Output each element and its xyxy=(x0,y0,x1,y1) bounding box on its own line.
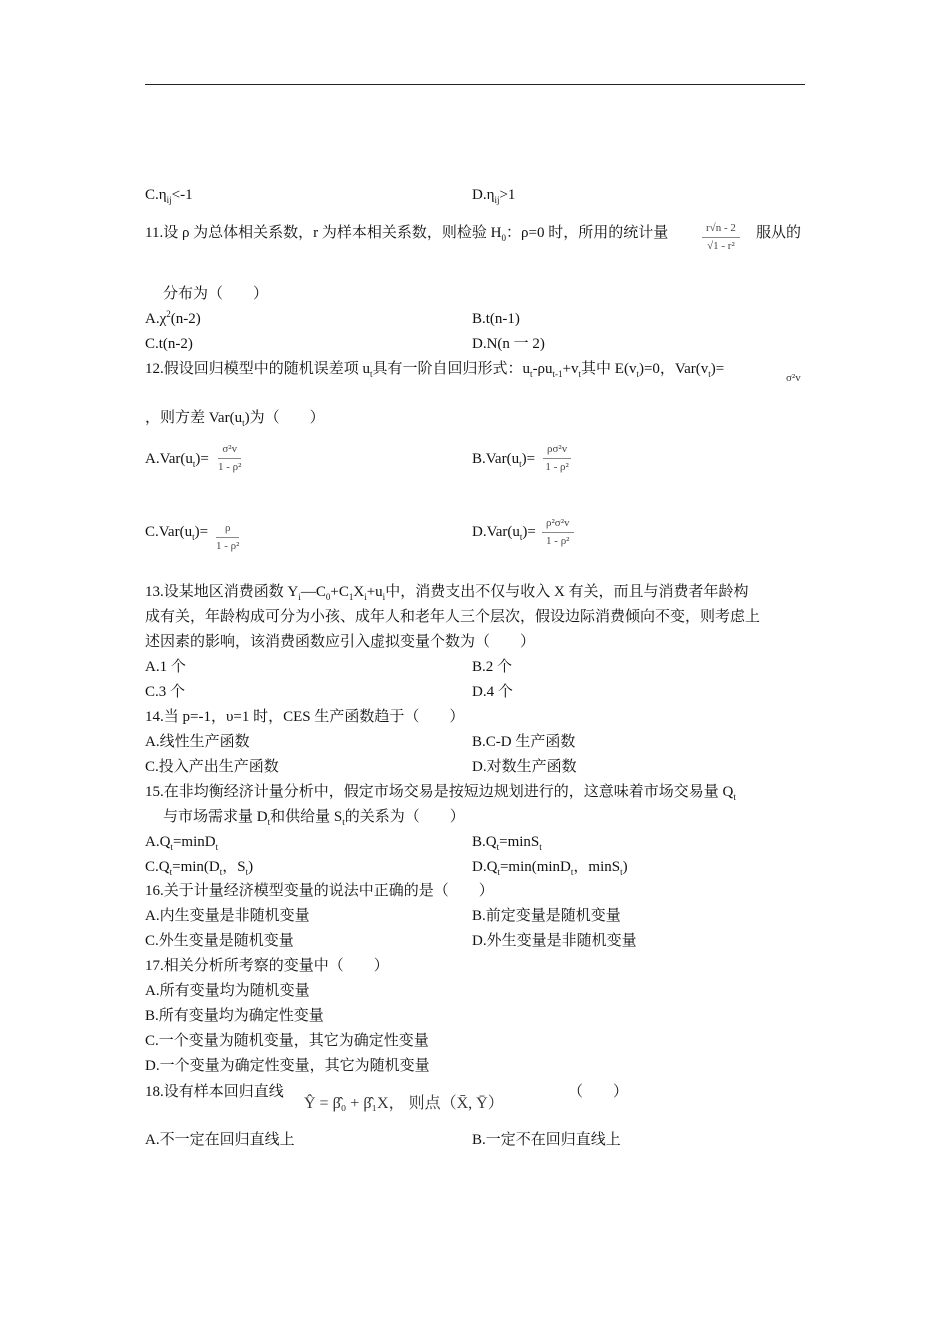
q16-option-c[interactable]: C.外生变量是随机变量 xyxy=(145,933,294,949)
q11-stem-line2: 分布为（ ） xyxy=(163,286,269,302)
q10-option-c[interactable]: $C.\eta_{ij}<-1$ xyxy=(145,187,193,205)
q16-option-a[interactable]: A.内生变量是非随机变量 xyxy=(145,908,310,924)
q11-stem: 11.设 ρ 为总体相关系数，r 为样本相关系数，则检验 $H_0$：ρ=0 时，所用的统计量 xyxy=(145,225,669,243)
q12-stem: 12.假设回归模型中的随机误差项 $u_t$具有一阶自回归形式：$u_t-\rho u_{t-1}+v_t$其中 $E(v_t)=0$，$Var(v_t)=$ xyxy=(145,361,725,379)
q12-stem-line2: ，则方差 $Var(u_t)$为（ ） xyxy=(145,410,325,428)
q18-answer-paren: （ ） xyxy=(568,1084,629,1100)
q16-stem: 16.关于计量经济模型变量的说法中正确的是（ ） xyxy=(145,883,494,899)
q12-option-c-fraction: $\frac{\rho}{\text{1 - ρ²}}$ xyxy=(216,522,240,552)
q12-option-c[interactable]: $C.Var(u_t)=$ xyxy=(145,524,209,542)
q13-stem-line1: 13.设某地区消费函数 $Y_i—C_0+C_1X_i+u_i$中，消费支出不仅与收入 X 有关，而且与消费者年龄构 xyxy=(145,584,749,602)
q16-option-d[interactable]: D.外生变量是非随机变量 xyxy=(472,933,637,949)
q14-option-d[interactable]: D.对数生产函数 xyxy=(472,759,577,775)
q13-option-a[interactable]: A.1 个 xyxy=(145,659,186,675)
q18-option-b[interactable]: B.一定不在回归直线上 xyxy=(472,1132,621,1148)
q13-option-b[interactable]: B.2 个 xyxy=(472,659,513,675)
q17-option-c[interactable]: C.一个变量为随机变量，其它为确定性变量 xyxy=(145,1033,429,1049)
q12-option-b-fraction: $\frac{\text{ρσ²v}}{\text{1 - ρ²}}$ xyxy=(543,443,571,474)
q17-option-a[interactable]: A.所有变量均为随机变量 xyxy=(145,983,310,999)
q17-option-b[interactable]: B.所有变量均为确定性变量 xyxy=(145,1008,324,1024)
q11-option-d[interactable]: D.N(n 一 2) xyxy=(472,336,545,352)
q15-stem-line1: 15.在非均衡经济计量分析中，假定市场交易是按短边规划进行的，这意味着市场交易量 $Q_t$ xyxy=(145,784,736,802)
q15-stem-line2: 与市场需求量 $D_t$和供给量 $S_t$的关系为（ ） xyxy=(163,809,465,827)
q17-stem: 17.相关分析所考察的变量中（ ） xyxy=(145,958,389,974)
q12-option-a-fraction: $\frac{\text{σ²v}}{\text{1 - ρ²}}$ xyxy=(218,443,242,473)
q18-stem: 18.设有样本回归直线 xyxy=(145,1084,284,1100)
q15-option-a[interactable]: $A.Q_t=\min D_t$ xyxy=(145,834,219,852)
q17-option-d[interactable]: D.一个变量为确定性变量，其它为随机变量 xyxy=(145,1058,430,1074)
q15-option-d[interactable]: $D.Q_t=\min(\min D_t$，minS$_t$) xyxy=(472,859,628,877)
q12-option-d-fraction: $\frac{\text{ρ²σ²v}}{\text{1 - ρ²}}$ xyxy=(542,517,574,548)
q11-stem-after: 服从的 xyxy=(756,225,802,241)
q15-option-c[interactable]: $C.Q_t=\min(D_t$，$S_t$) xyxy=(145,859,254,877)
q11-option-c[interactable]: C.t(n-2) xyxy=(145,336,193,352)
q11-option-a[interactable]: $A.\chi^2(n-2)$ xyxy=(145,309,201,327)
q16-option-b[interactable]: B.前定变量是随机变量 xyxy=(472,908,621,924)
q10-option-d[interactable]: $D.\eta_{ij}>1$ xyxy=(472,187,516,205)
q11-statistic-fraction: $\frac{r√n - 2}{\text{√1 - r²}}$ xyxy=(702,222,740,253)
q18-regression-formula: Ŷ = β̂₀ + β̂₁X， 则点（X̄, Ȳ） xyxy=(304,1095,504,1112)
q13-option-d[interactable]: D.4 个 xyxy=(472,684,513,700)
q15-option-b[interactable]: $B.Q_t=\min S_t$ xyxy=(472,834,542,852)
q13-option-c[interactable]: C.3 个 xyxy=(145,684,186,700)
q14-stem: 14.当 p=-1，υ=1 时，CES 生产函数趋于（ ） xyxy=(145,709,465,725)
q12-sigma-v-squared: σ²v xyxy=(786,372,801,384)
q11-option-b[interactable]: B.t(n-1) xyxy=(472,311,520,327)
q18-option-a[interactable]: A.不一定在回归直线上 xyxy=(145,1132,295,1148)
q12-option-b[interactable]: $B.Var(u_t)=$ xyxy=(472,451,536,469)
q14-option-a[interactable]: A.线性生产函数 xyxy=(145,734,250,750)
q13-stem-line2: 成有关，年龄构成可分为小孩、成年人和老年人三个层次，假设边际消费倾向不变，则考虑上 xyxy=(145,609,761,625)
header-rule xyxy=(145,84,805,85)
q12-option-d[interactable]: $D.Var(u_t)=$ xyxy=(472,524,536,542)
q14-option-b[interactable]: B.C-D 生产函数 xyxy=(472,734,576,750)
q14-option-c[interactable]: C.投入产出生产函数 xyxy=(145,759,279,775)
q13-stem-line3: 述因素的影响，该消费函数应引入虚拟变量个数为（ ） xyxy=(145,634,536,650)
q12-option-a[interactable]: $A.Var(u_t)=$ xyxy=(145,451,209,469)
